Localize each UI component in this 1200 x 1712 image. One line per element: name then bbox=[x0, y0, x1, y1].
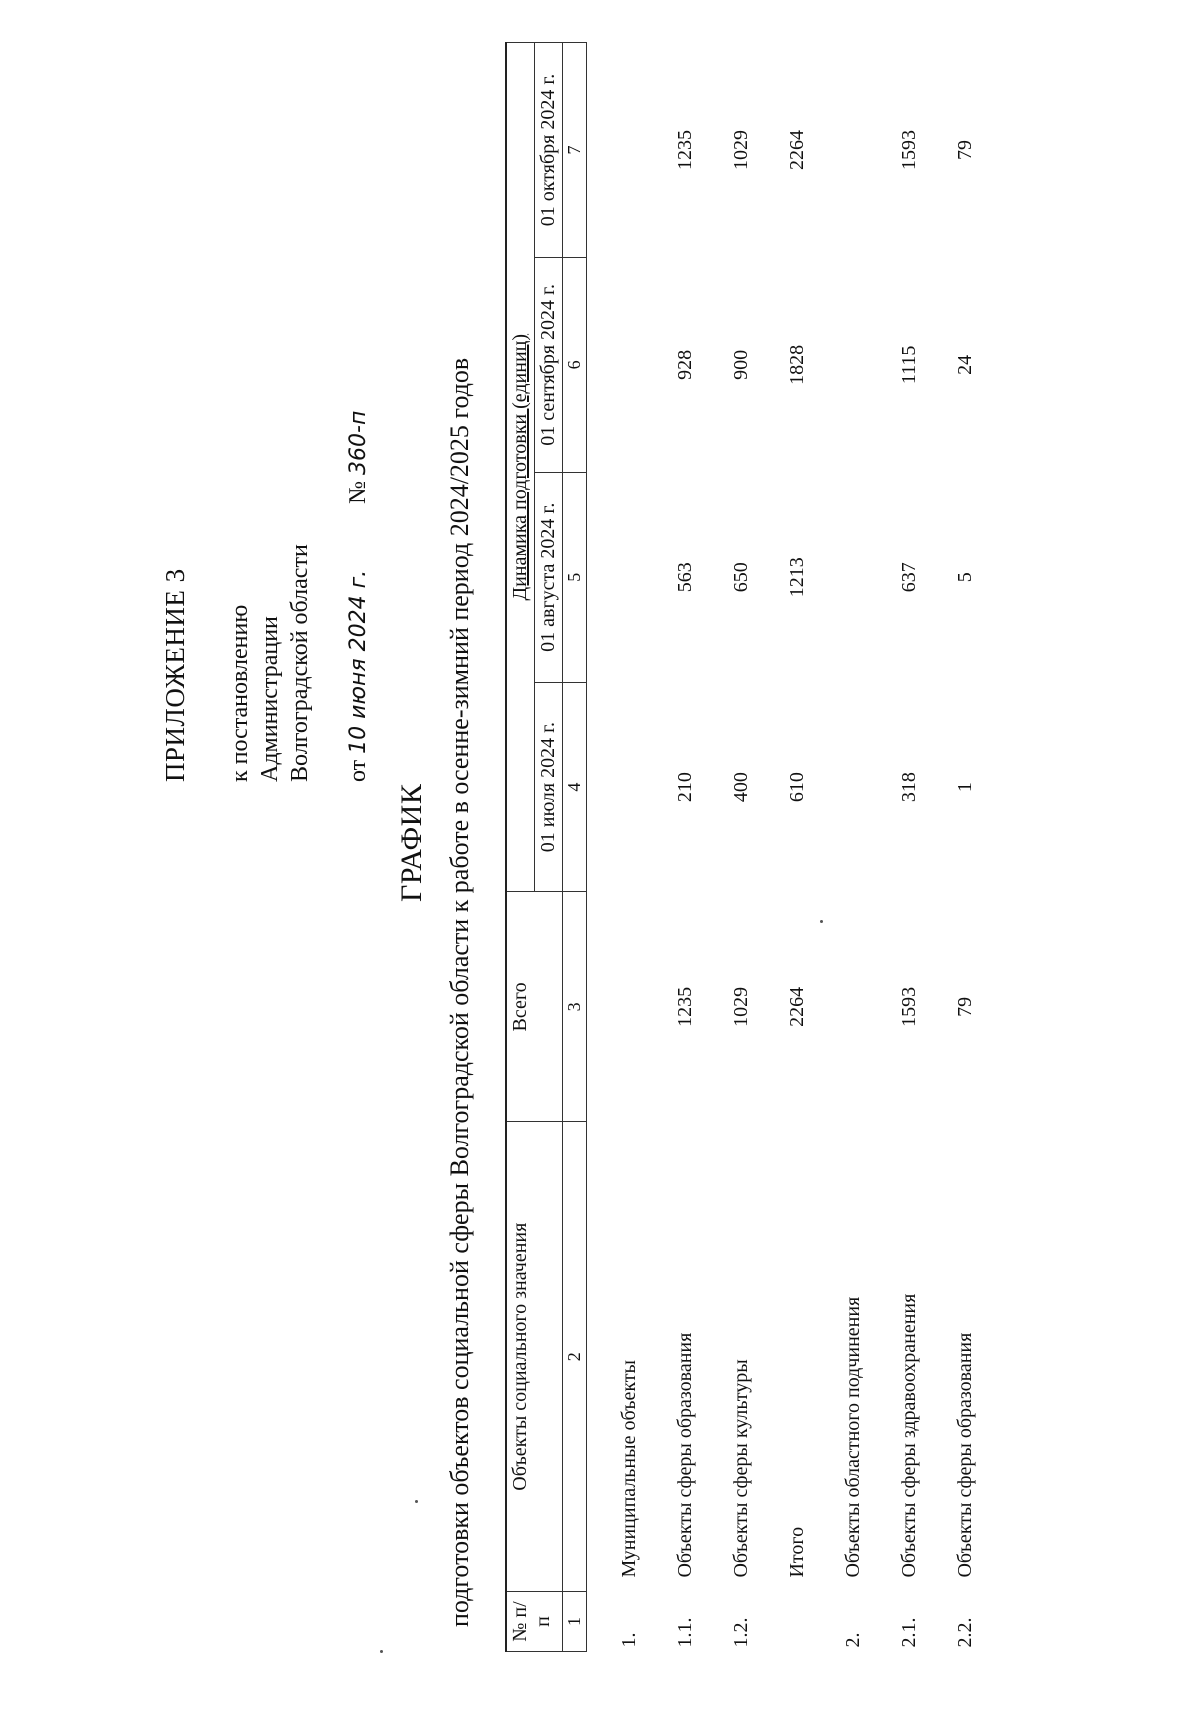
row-number: 2.1. bbox=[898, 1617, 920, 1648]
row-total: 2264 bbox=[786, 986, 808, 1027]
row-number bbox=[755, 1592, 811, 1652]
row-aug: 5 bbox=[954, 572, 976, 583]
number-value: 360-п bbox=[346, 410, 371, 475]
scan-speck bbox=[415, 1500, 418, 1503]
row-total: 1593 bbox=[898, 986, 920, 1027]
row-oct: 1235 bbox=[674, 129, 696, 170]
date-prefix: от bbox=[345, 759, 371, 782]
column-number: 7 bbox=[563, 43, 587, 258]
table-row bbox=[643, 43, 699, 1652]
row-oct: 2264 bbox=[786, 129, 808, 170]
column-number: 4 bbox=[563, 682, 587, 892]
row-aug bbox=[587, 472, 644, 682]
appendix-reference bbox=[225, 544, 315, 782]
date-value: 10 июня 2024 г. bbox=[346, 569, 371, 754]
row-total: 1029 bbox=[730, 986, 752, 1027]
column-number: 6 bbox=[563, 257, 587, 472]
table-row bbox=[699, 43, 755, 1652]
document-title: ГРАФИК bbox=[395, 783, 428, 902]
column-number: 1 bbox=[563, 1592, 587, 1652]
row-number: 1. bbox=[618, 1632, 640, 1648]
schedule-table bbox=[505, 42, 979, 1652]
table-row bbox=[867, 43, 923, 1652]
row-number: 2. bbox=[842, 1632, 864, 1648]
number-prefix: № bbox=[345, 480, 371, 504]
row-jul: 1 bbox=[954, 782, 976, 793]
row-sep: 900 bbox=[730, 349, 752, 380]
row-jul: 400 bbox=[730, 772, 752, 803]
row-number: 1.1. bbox=[674, 1617, 696, 1648]
row-total: 1235 bbox=[674, 986, 696, 1027]
appendix-title: ПРИЛОЖЕНИЕ 3 bbox=[160, 568, 190, 782]
row-oct bbox=[811, 43, 867, 258]
row-sep: 1115 bbox=[898, 345, 920, 385]
scan-speck bbox=[380, 1650, 383, 1653]
header-sep: 01 сентября 2024 г. bbox=[535, 257, 563, 472]
row-sep: 928 bbox=[674, 349, 696, 380]
table-row bbox=[811, 43, 867, 1652]
row-sep: 24 bbox=[954, 354, 976, 375]
row-number: 1.2. bbox=[730, 1617, 752, 1648]
table-row bbox=[923, 43, 979, 1652]
header-name: Объекты социального значения bbox=[506, 1122, 563, 1592]
row-aug: 650 bbox=[730, 562, 752, 593]
row-number: 2.2. bbox=[954, 1617, 976, 1648]
row-aug bbox=[811, 472, 867, 682]
row-total bbox=[811, 892, 867, 1122]
column-number: 5 bbox=[563, 472, 587, 682]
row-name: Муниципальные объекты bbox=[618, 1360, 640, 1578]
row-oct: 1593 bbox=[898, 129, 920, 170]
row-name: Объекты сферы образования bbox=[954, 1332, 976, 1578]
row-jul: 610 bbox=[786, 772, 808, 803]
row-jul: 210 bbox=[674, 772, 696, 803]
row-aug: 563 bbox=[674, 562, 696, 593]
header-dynamics bbox=[506, 43, 535, 893]
header-num: № п/п bbox=[506, 1592, 563, 1652]
header-aug: 01 августа 2024 г. bbox=[535, 472, 563, 682]
row-jul bbox=[811, 682, 867, 892]
row-name: Объекты областного подчинения bbox=[842, 1296, 864, 1578]
row-sep bbox=[587, 257, 644, 472]
row-sep bbox=[811, 257, 867, 472]
header-jul: 01 июля 2024 г. bbox=[535, 682, 563, 892]
header-dynamics-text: Динамика подготовки (единиц) bbox=[509, 333, 531, 601]
row-name: Объекты сферы образования bbox=[674, 1332, 696, 1578]
header-total: Всего bbox=[506, 892, 563, 1122]
row-aug: 1213 bbox=[786, 557, 808, 598]
row-oct bbox=[587, 43, 644, 258]
appendix-line-1: к постановлению bbox=[227, 604, 253, 782]
row-jul: 318 bbox=[898, 772, 920, 803]
row-name: Объекты сферы культуры bbox=[730, 1359, 752, 1578]
document-subtitle: подготовки объектов социальной сферы Волгоградской области к работе в осенне-зимний период 2024/2025 годов bbox=[445, 357, 474, 1627]
appendix-line-2: Администрации bbox=[257, 616, 283, 782]
table-row bbox=[587, 43, 644, 1652]
row-total bbox=[587, 892, 644, 1122]
row-name: Объекты сферы здравоохранения bbox=[898, 1293, 920, 1578]
row-oct: 1029 bbox=[730, 129, 752, 170]
header-oct: 01 октября 2024 г. bbox=[535, 43, 563, 258]
appendix-line-3: Волгоградской области bbox=[287, 544, 313, 782]
row-jul bbox=[587, 682, 644, 892]
column-number: 2 bbox=[563, 1122, 587, 1592]
column-number: 3 bbox=[563, 892, 587, 1122]
scan-speck bbox=[820, 920, 823, 923]
row-sep: 1828 bbox=[786, 344, 808, 385]
row-name: Итого bbox=[786, 1526, 808, 1578]
appendix-date-line bbox=[345, 411, 372, 782]
row-aug: 637 bbox=[898, 562, 920, 593]
row-total: 79 bbox=[954, 996, 976, 1017]
row-oct: 79 bbox=[954, 139, 976, 160]
table-row bbox=[755, 43, 811, 1652]
